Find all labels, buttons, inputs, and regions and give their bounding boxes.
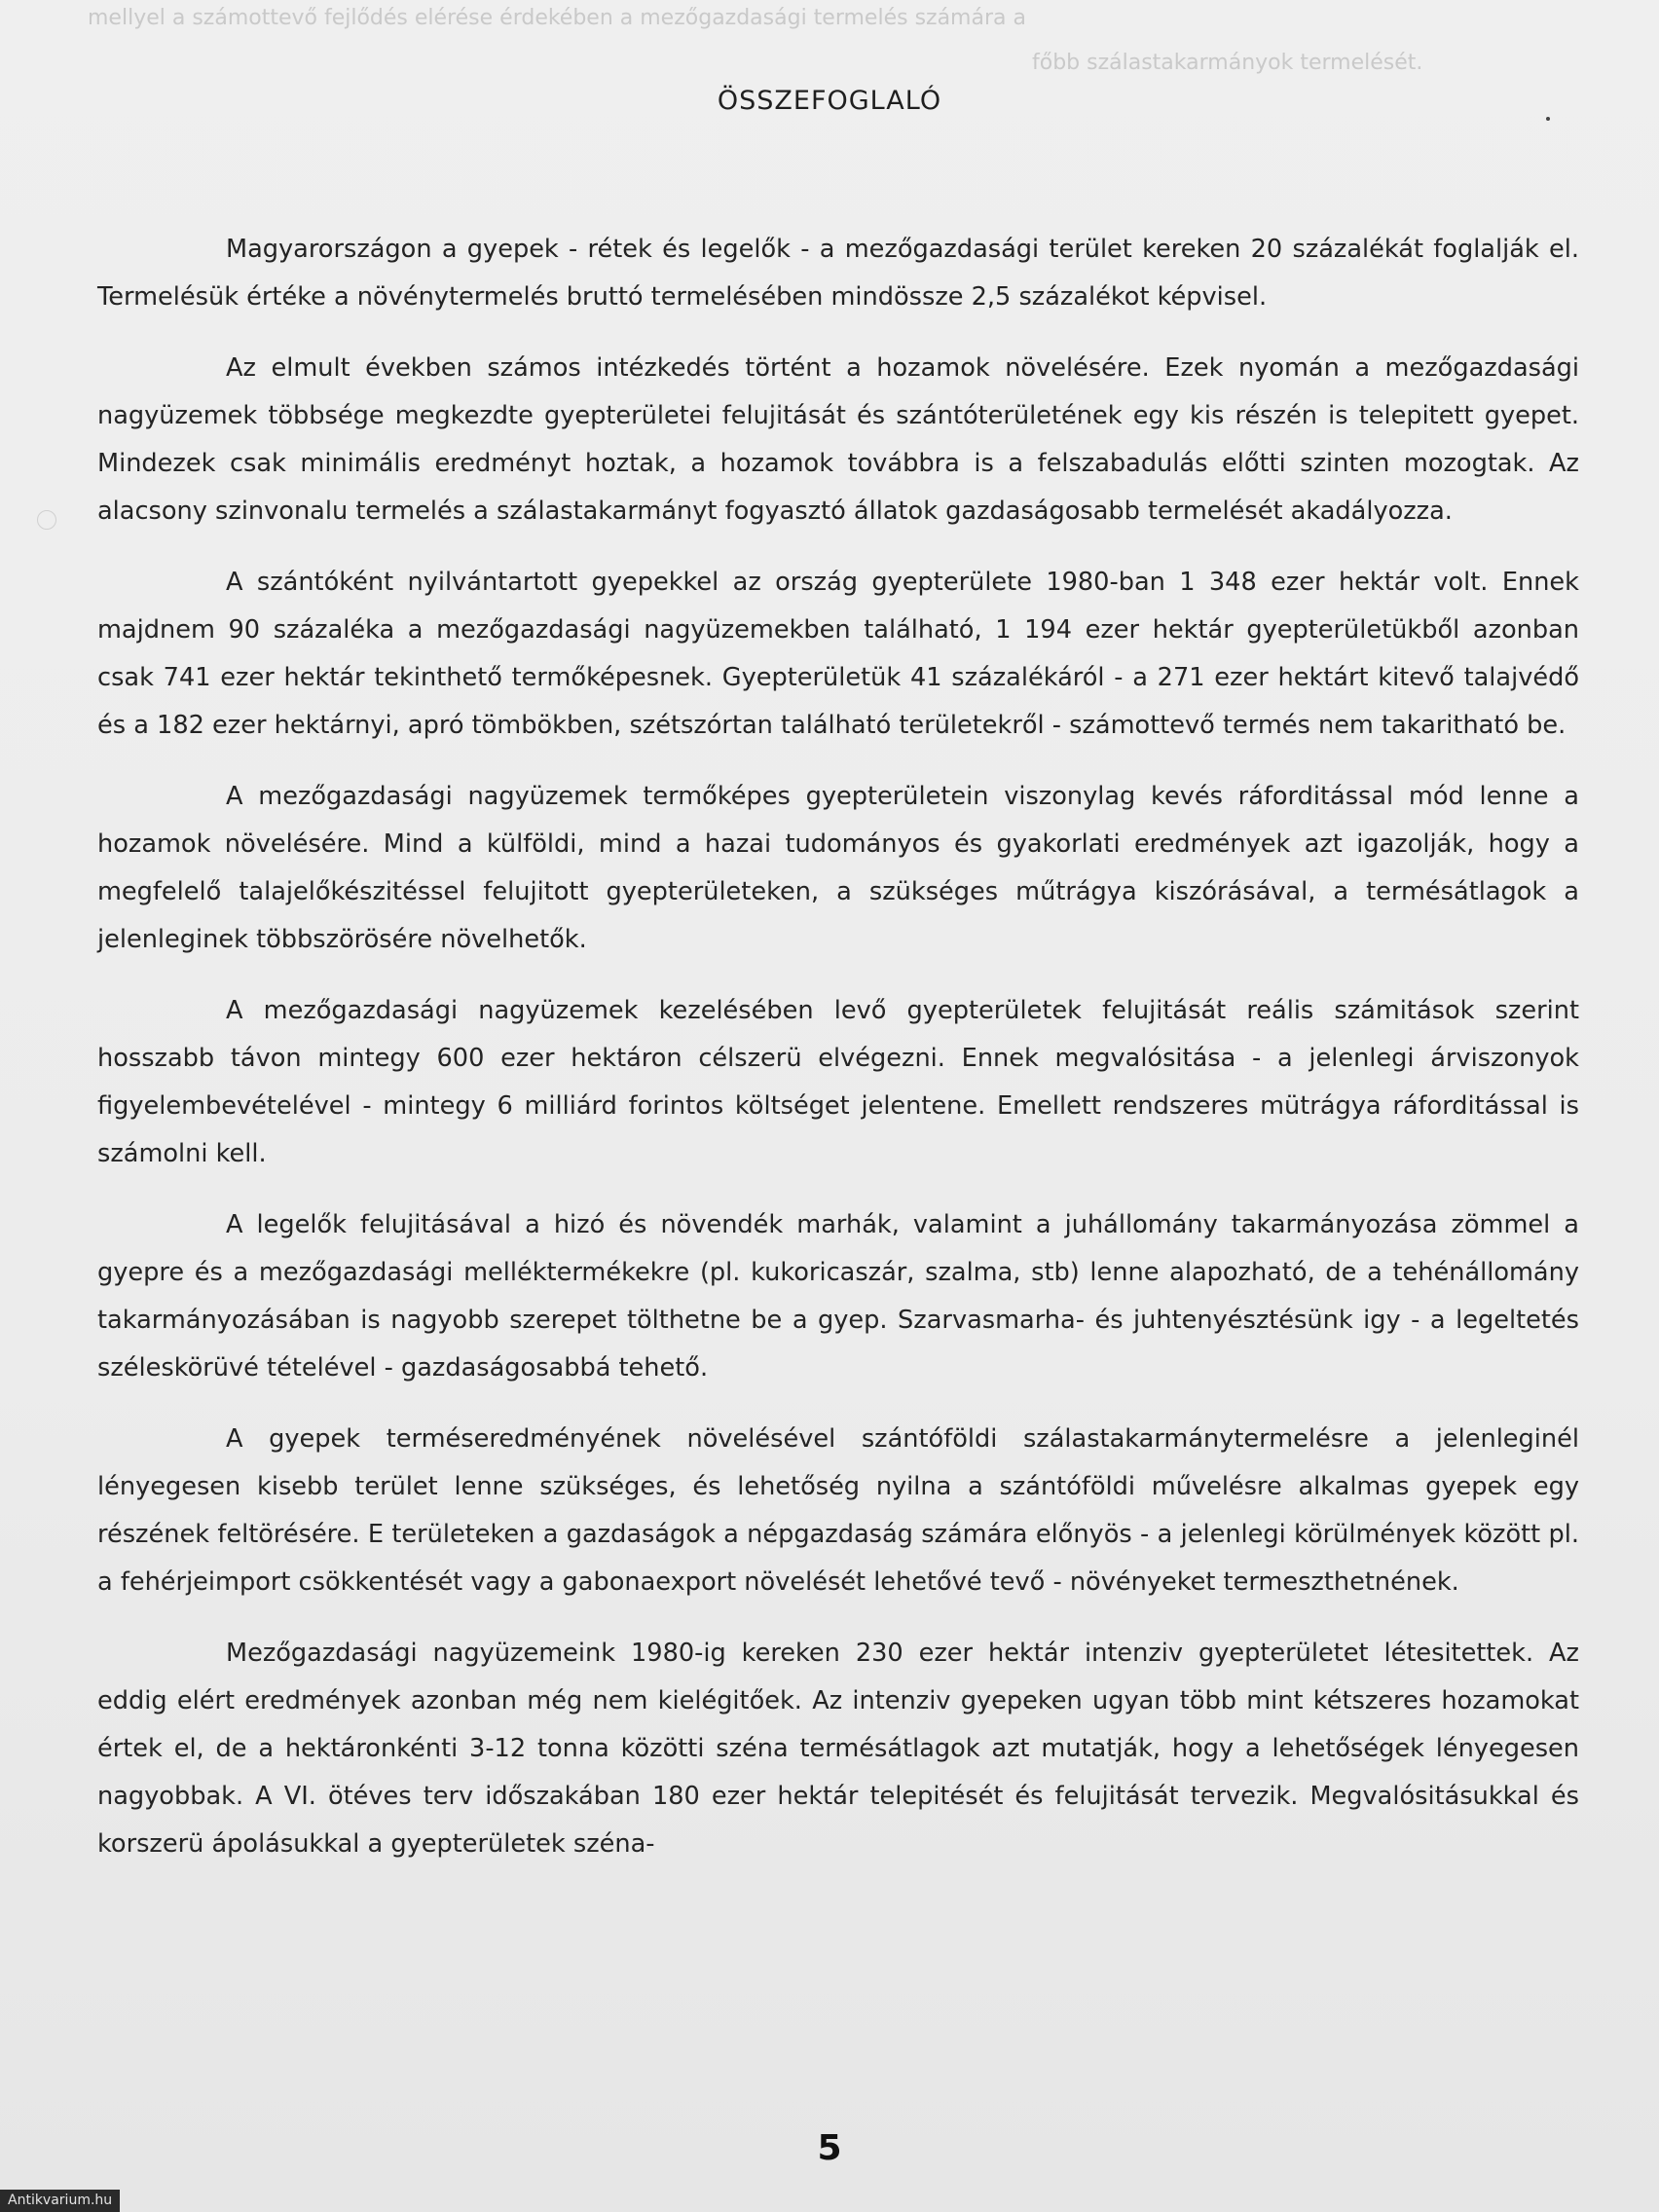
paragraph-6: A legelők felujitásával a hizó és növendék marhák, valamint a juhállomány takarmányozása zömmel a gyepre és a mezőgazdasági melléktermékekre (pl. kukoricaszár, szalma, stb) lenne alapozható, de a tehénállomány takarmányozásában is nagyobb szerepet tölthetne be a gyep. Szarvasmarha- és juhtenyésztésünk igy - a legeltetés széleskörüvé tételével - gazdaságosabbá tehető. <box>97 1210 1579 1382</box>
source-watermark: Antikvarium.hu <box>0 2190 120 2212</box>
bleed-line-1: mellyel a számottevő fejlődés elérése érdekében a mezőgazdasági termelés számára a <box>88 6 1026 30</box>
bleed-line-2: főbb szálastakarmányok termelését. <box>1032 51 1423 75</box>
paragraph-8: Mezőgazdasági nagyüzemeink 1980-ig kereken 230 ezer hektár intenziv gyepterületet létesitettek. Az eddig elért eredmények azonban még nem kielégitőek. Az intenziv gyepeken ugyan több mint kétszeres hozamokat értek el, de a hektáronkénti 3-12 tonna közötti széna termésátlagok azt mutatják, hogy a lehetőségek lényegesen nagyobbak. A VI. ötéves terv időszakában 180 ezer hektár telepitését és felujitását tervezik. Megvalósitásukkal és korszerü ápolásukkal a gyepterületek széna- <box>97 1639 1579 1859</box>
paragraph-1: Magyarországon a gyepek - rétek és legelők - a mezőgazdasági terület kereken 20 százalékát foglalják el. Termelésük értéke a növénytermelés bruttó termelésében mindössze 2,5 százalékot képvisel. <box>97 235 1579 312</box>
paragraph-4: A mezőgazdasági nagyüzemek termőképes gyepterületein viszonylag kevés ráforditással mód lenne a hozamok növelésére. Mind a külföldi, mind a hazai tudományos és gyakorlati eredmények azt igazolják, hogy a megfelelő talajelőkészitéssel felujitott gyepterületeken, a szükséges műtrágya kiszórásával, a termésátlagok a jelenleginek többszörösére növelhetők. <box>97 782 1579 954</box>
paragraph-2: Az elmult években számos intézkedés történt a hozamok növelésére. Ezek nyomán a mezőgazdasági nagyüzemek többsége megkezdte gyepterületei felujitását és szántóterületének egy kis részén is telepitett gyepet. Mindezek csak minimális eredményt hoztak, a hozamok továbbra is a felszabadulás előtti szinten mozogtak. Az alacsony szinvonalu termelés a szálastakarmányt fogyasztó állatok gazdaságosabb termelését akadályozza. <box>97 353 1579 526</box>
paragraph-7: A gyepek terméseredményének növelésével szántóföldi szálastakarmánytermelésre a jelenleginél lényegesen kisebb terület lenne szükséges, és lehetőség nyilna a szántóföldi művelésre alkalmas gyepek egy részének feltörésére. E területeken a gazdaságok a népgazdaság számára előnyös - a jelenlegi körülmények között pl. a fehérjeimport csökkentését vagy a gabonaexport növelését lehetővé tevő - növényeket termeszthetnének. <box>97 1424 1579 1597</box>
speck-mark <box>1546 117 1550 121</box>
paragraph-3: A szántóként nyilvántartott gyepekkel az ország gyepterülete 1980-ban 1 348 ezer hektár volt. Ennek majdnem 90 százaléka a mezőgazdasági nagyüzemekben található, 1 194 ezer hektár gyepterületükből azonban csak 741 ezer hektár tekinthető termőképesnek. Gyepterületük 41 százalékáról - a 271 ezer hektárt kitevő talajvédő és a 182 ezer hektárnyi, apró tömbökben, szétszórtan található területekről - számottevő termés nem takaritható be. <box>97 568 1579 740</box>
page-number: 5 <box>817 2128 842 2168</box>
previous-page-bleed <box>0 0 1659 78</box>
summary-body <box>97 226 1579 1868</box>
page-title: ÖSSZEFOGLALÓ <box>717 86 942 116</box>
margin-ring-mark <box>37 510 56 530</box>
paragraph-5: A mezőgazdasági nagyüzemek kezelésében levő gyepterületek felujitását reális számitások szerint hosszabb távon mintegy 600 ezer hektáron célszerü elvégezni. Ennek megvalósitása - a jelenlegi árviszonyok figyelembevételével - mintegy 6 milliárd forintos költséget jelentene. Emellett rendszeres mütrágya ráforditással is számolni kell. <box>97 996 1579 1168</box>
